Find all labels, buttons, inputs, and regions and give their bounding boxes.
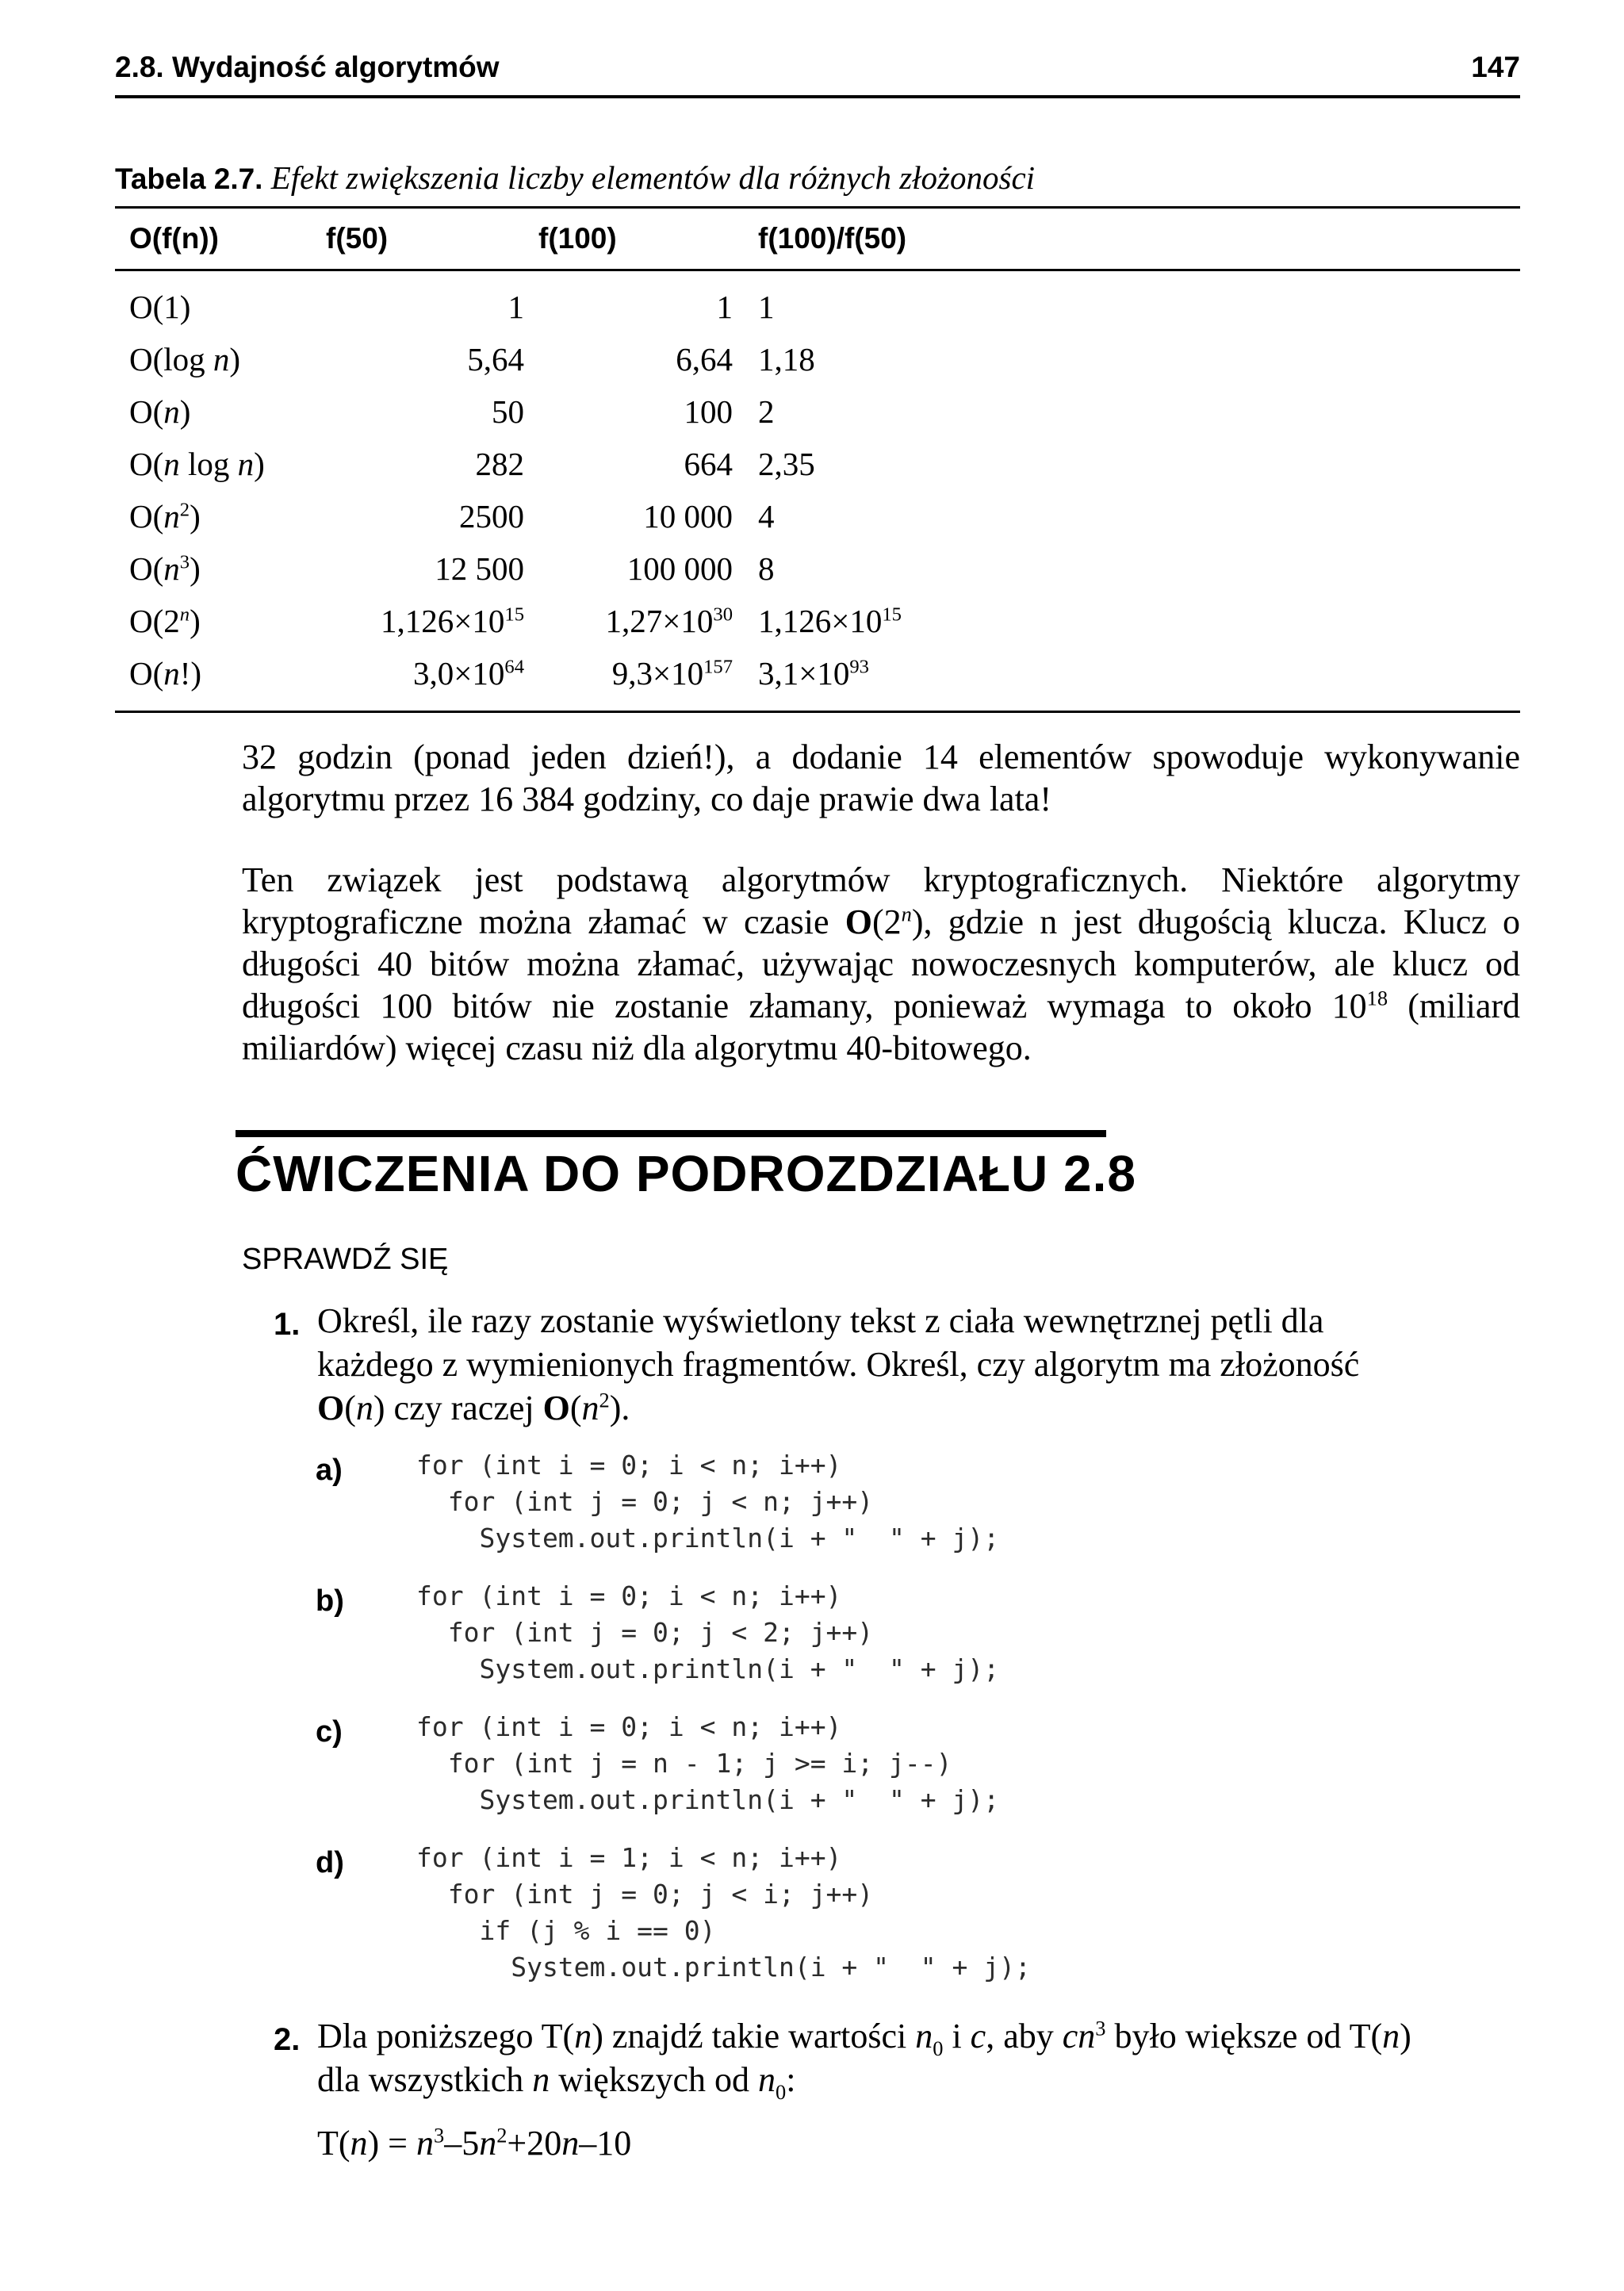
table-cell: O(2$^n$) [129, 603, 201, 639]
table-title: Efekt zwiększenia liczby elementów dla różnych złożoności [270, 159, 1036, 196]
text-run: (2 [872, 902, 902, 941]
text-run: ) czy raczej [373, 1389, 543, 1427]
text-run: ). [609, 1389, 630, 1427]
text-run-bold: O [845, 902, 872, 941]
text-run: ( [569, 1389, 582, 1427]
table-cell: 1 [716, 289, 733, 325]
exercise-number: 1. [274, 1307, 301, 1342]
table-row [115, 270, 1520, 334]
code-listing: for (int i = 0; i < n; i++) for (int j = 0; j < 2; j++) System.out.println(i + " " + j); [416, 1580, 1000, 1684]
code-listing: for (int i = 0; i < n; i++) for (int j = n - 1; j >= i; j--) System.out.println(i + " " + j); [416, 1711, 1000, 1815]
table-cell: 2,35 [758, 446, 815, 482]
column-header: f(50) [326, 222, 389, 255]
table-row [115, 490, 1520, 542]
text-run: –5 [444, 2124, 480, 2163]
page-number: 147 [1471, 51, 1520, 83]
text-run-italic: n [581, 1389, 599, 1427]
table-cell: $3,1\times 10^{93}$ [733, 647, 1520, 712]
table-cell: $1,126\times 10^{15}$ [758, 603, 902, 639]
text-run-superscript: 2 [599, 1388, 610, 1412]
text-run: większych od [550, 2060, 759, 2099]
table-cell: $1,27\times 10^{30}$ [605, 603, 733, 639]
table-cell: 6,64 [676, 341, 733, 377]
table-row [115, 542, 1520, 595]
text-run-superscript: 3 [434, 2123, 445, 2147]
table-cell: 1 [508, 289, 524, 325]
table-cell: 10 000 [643, 498, 733, 534]
code-listing: for (int i = 0; i < n; i++) for (int j = 0; j < n; j++) System.out.println(i + " " + j); [416, 1450, 1000, 1554]
table-cell: O(n!) [115, 647, 312, 712]
exercise-text [317, 2014, 1522, 2104]
table-cell: $1,126\times 10^{15}$ [381, 603, 524, 639]
text-run-bold: O [317, 1389, 345, 1427]
column-header: O(f(n)) [129, 222, 219, 255]
table-cell: 100 000 [626, 550, 733, 587]
table-header-row [115, 208, 1520, 270]
table-cell: $9,3\times 10^{157}$ [524, 647, 733, 712]
table-caption [115, 159, 1035, 197]
table-label: Tabela 2.7. [115, 163, 263, 195]
table-row [115, 647, 1520, 712]
text-run-italic: n [479, 2124, 497, 2163]
text-run: ) znajdź takie wartości [592, 2017, 916, 2055]
table-cell: 100 [684, 393, 733, 430]
section-heading: ĆWICZENIA DO PODROZDZIAŁU 2.8 [236, 1145, 1136, 1202]
formula [317, 2123, 631, 2163]
table-row [115, 385, 1520, 438]
table-cell: 2500 [459, 498, 524, 534]
text-run-italic: n [416, 2124, 434, 2163]
text-run: ), gdzie n jest długością klucza. Klucz o długości 40 bitów można złamać, używając nowoczesnych komputerów, ale klucz od długości 100 bitów nie zostanie złamany, ponieważ wymaga to około 10 [242, 902, 1520, 1025]
text-run: –10 [579, 2124, 632, 2163]
text-run-italic: n [350, 2124, 368, 2163]
table-cell: O(n) [129, 393, 191, 430]
table-cell: 50 [492, 393, 524, 430]
text-run: i [943, 2017, 971, 2055]
table-cell: 4 [758, 498, 775, 534]
text-run-subscript: 0 [776, 2079, 787, 2104]
text-run: (miliard miliardów) więcej czasu niż dla algorytmu 40-bitowego. [242, 987, 1521, 1067]
text-run-superscript: 18 [1366, 986, 1388, 1010]
text-run-superscript: 3 [1095, 2016, 1106, 2040]
text-run-bold: O [542, 1389, 570, 1427]
text-run: : [786, 2060, 796, 2099]
text-run: Określ, ile razy zostanie wyświetlony tekst z ciała wewnętrznej pętli dla każdego z wymienionych fragmentów. Określ, czy algorytm ma złożoność [317, 1301, 1360, 1384]
header-section-title: 2.8. Wydajność algorytmów [115, 51, 500, 83]
item-label: a) [316, 1454, 343, 1487]
table-cell: 1 [758, 289, 775, 325]
text-run-italic: n [901, 902, 912, 926]
text-run-subscript: 0 [933, 2036, 944, 2060]
text-run-italic: n [532, 2060, 550, 2099]
item-label: b) [316, 1584, 344, 1618]
subsection-label: SPRAWDŹ SIĘ [242, 1243, 449, 1276]
section-rule [236, 1130, 1106, 1137]
table-row [115, 333, 1520, 385]
body-paragraph: 32 godzin (ponad jeden dzień!), a dodanie 14 elementów spowoduje wykonywanie algorytmu przez 16 384 godziny, co daje prawie dwa lata! [242, 737, 1520, 818]
text-run-italic: n [561, 2124, 580, 2163]
text-run-italic: n [915, 2017, 933, 2055]
item-label: c) [316, 1715, 343, 1749]
table-cell: 1,18 [758, 341, 815, 377]
text-run: T( [317, 2124, 350, 2163]
table-body [115, 270, 1520, 712]
text-run: było większe od T( [1105, 2017, 1383, 2055]
text-run-italic: c [970, 2017, 986, 2055]
complexity-table [115, 206, 1520, 713]
table-cell: $O(n^3)$ [129, 550, 201, 587]
item-label: d) [316, 1846, 344, 1879]
body-paragraph [242, 859, 1520, 1069]
table-cell: 2 [758, 393, 775, 430]
exercise-text [317, 1299, 1427, 1430]
running-header [115, 51, 1520, 98]
table-cell: 282 [475, 446, 524, 482]
code-listing: for (int i = 1; i < n; i++) for (int j = 0; j < i; j++) if (j % i == 0) System.out.println(i + " " + j); [416, 1842, 1031, 1983]
table-cell: 5,64 [467, 341, 524, 377]
table-cell: O(1) [129, 289, 191, 325]
column-header: f(100)/f(50) [758, 222, 907, 255]
text-run: +20 [507, 2124, 562, 2163]
text-run: Ten związek jest podstawą algorytmów kryptograficznych. Niektóre algorytmy kryptograficzne można złamać w czasie [242, 860, 1520, 941]
table-cell: O(n log n) [129, 446, 265, 482]
table-cell: $3,0\times 10^{64}$ [312, 647, 524, 712]
text-run: , aby [986, 2017, 1063, 2055]
table-cell: $O(n^2)$ [129, 498, 201, 534]
table-row [115, 595, 1520, 647]
text-run-italic: cn [1062, 2017, 1096, 2055]
table-cell: 8 [758, 550, 775, 587]
text-run-italic: n [355, 1389, 373, 1427]
text-run-superscript: 2 [496, 2123, 508, 2147]
text-run-italic: n [1382, 2017, 1400, 2055]
text-run: ( [344, 1389, 356, 1427]
text-run: dla wszystkich [317, 2060, 533, 2099]
exercise-number: 2. [274, 2022, 301, 2057]
table-cell: 12 500 [435, 550, 524, 587]
text-run-italic: n [758, 2060, 776, 2099]
table-cell: O(log n) [129, 341, 241, 377]
text-run: Dla poniższego T( [317, 2017, 575, 2055]
text-run: ) [1400, 2017, 1411, 2055]
table-row [115, 438, 1520, 490]
text-run-italic: n [574, 2017, 592, 2055]
text-run: ) = [367, 2124, 416, 2163]
table-cell: 664 [684, 446, 733, 482]
column-header: f(100) [538, 222, 617, 255]
